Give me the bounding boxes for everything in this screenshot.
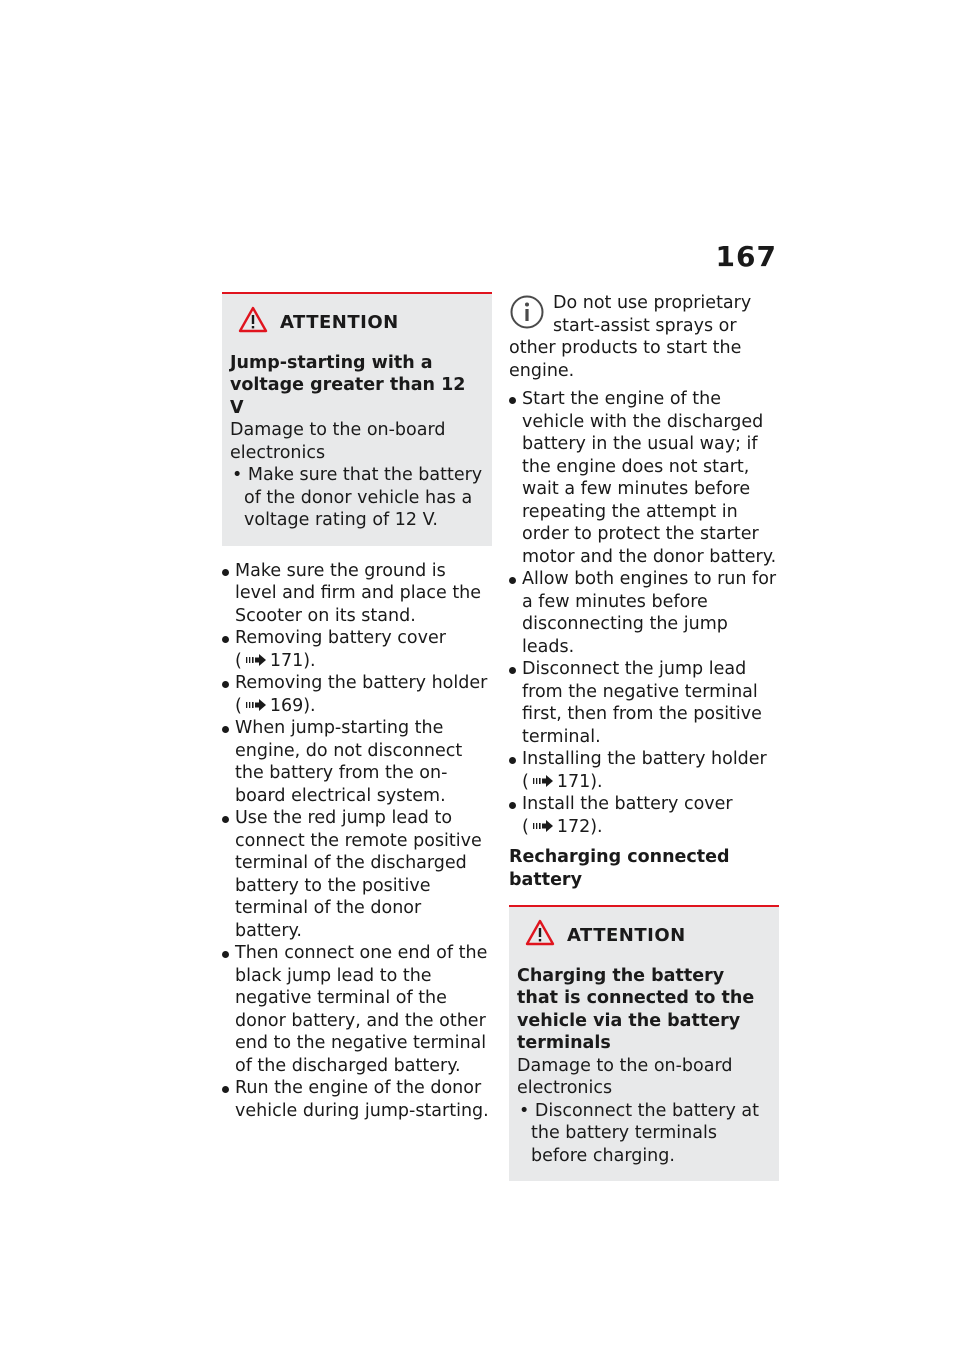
list-item: Use the red jump lead to connect the remote positive terminal of the discharged battery to the positive terminal of the donor battery. <box>222 807 492 942</box>
info-note <box>509 292 779 382</box>
attention-header <box>517 919 771 953</box>
list-item: When jump-starting the engine, do not disconnect the battery from the on-board electrical system. <box>222 717 492 807</box>
attention-title: ATTENTION <box>280 311 399 333</box>
page-reference[interactable]: ( 169). <box>235 695 316 716</box>
reference-arrow-icon <box>533 771 553 794</box>
list-item: Disconnect the jump lead from the negative terminal first, then from the positive terminal. <box>509 658 779 748</box>
left-column <box>222 292 492 1122</box>
attention-consequence: Damage to the on-board electronics <box>517 1055 733 1098</box>
attention-box <box>222 292 492 546</box>
page-number: 167 <box>715 240 777 273</box>
section-heading: Recharging connected battery <box>509 847 730 890</box>
page-reference[interactable]: ( 171). <box>522 771 603 792</box>
list-item: Run the engine of the donor vehicle during jump-starting. <box>222 1077 492 1122</box>
attention-consequence: Damage to the on-board electronics <box>230 420 446 463</box>
list-item: Install the battery cover ( 172). <box>509 793 779 838</box>
instruction-list <box>222 560 492 1123</box>
attention-title: ATTENTION <box>567 924 686 946</box>
instruction-list <box>509 388 779 838</box>
attention-box <box>509 905 779 1181</box>
page-reference[interactable]: ( 171). <box>235 650 316 671</box>
reference-arrow-icon <box>246 695 266 718</box>
attention-bullet: • Disconnect the battery at the battery terminals before charging. <box>519 1100 759 1166</box>
attention-subject: Jump-starting with a voltage greater than 12 V <box>230 352 466 418</box>
list-item: Then connect one end of the black jump lead to the negative terminal of the donor battery, and the other end to the negative terminal of the discharged battery. <box>222 942 492 1077</box>
page-reference[interactable]: ( 172). <box>522 816 603 837</box>
list-item: Removing battery cover ( 171). <box>222 627 492 672</box>
attention-header <box>230 306 484 340</box>
reference-arrow-icon <box>246 650 266 673</box>
warning-triangle-icon <box>238 306 268 340</box>
list-item: Removing the battery holder ( 169). <box>222 672 492 717</box>
attention-subject: Charging the battery that is connected to the vehicle via the battery terminals <box>517 965 755 1053</box>
info-icon <box>509 294 545 337</box>
reference-arrow-icon <box>533 816 553 839</box>
info-text: Do not use proprietary start-assist sprays or other products to start the engine. <box>509 293 752 381</box>
right-column <box>509 292 779 1195</box>
warning-triangle-icon <box>525 919 555 953</box>
list-item: Allow both engines to run for a few minutes before disconnecting the jump leads. <box>509 568 779 658</box>
list-item: Make sure the ground is level and firm and place the Scooter on its stand. <box>222 560 492 628</box>
list-item: Start the engine of the vehicle with the discharged battery in the usual way; if the engine does not start, wait a few minutes before repeating the attempt in order to protect the starter motor and the donor battery. <box>509 388 779 568</box>
attention-bullet: • Make sure that the battery of the donor vehicle has a voltage rating of 12 V. <box>232 465 483 530</box>
list-item: Installing the battery holder ( 171). <box>509 748 779 793</box>
